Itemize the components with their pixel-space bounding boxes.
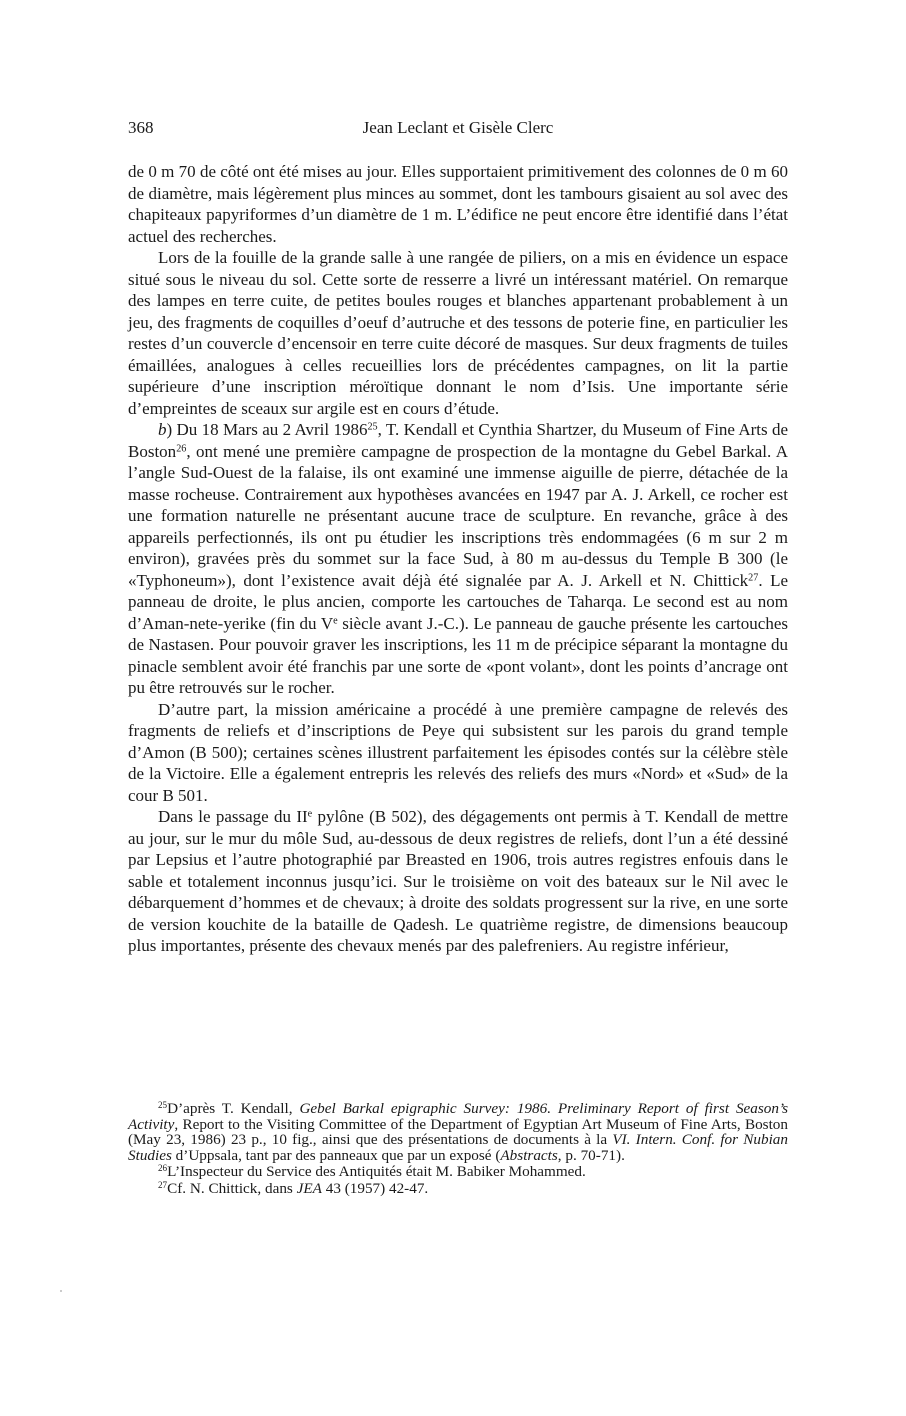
footnote-number: 27 <box>158 1179 168 1190</box>
footnote-number: 25 <box>158 1099 168 1110</box>
body-paragraph: Dans le passage du IIe pylône (B 502), des dégagements ont permis à T. Kendall de mettre au jour, sur le mur du môle Sud, au-dessous de deux registres de reliefs, dont l’un a été dessiné par Lepsius et l’autre photographié par Breasted en 1906, trois autres registres enfouis dans le sable et totalement inconnus jusqu’ici. Sur le troisième on voit des bateaux sur le Nil avec le débarquement d’hommes et de chevaux; à droite des soldats progressent sur la rive, en une sorte de version kouchite de la bataille de Qadesh. Le quatrième registre, de dimensions beaucoup plus importantes, présente des chevaux menés par des palefreniers. Au registre inférieur, <box>128 807 788 955</box>
footnote-text: Cf. N. Chittick, dans JEA 43 (1957) 42-47. <box>167 1179 429 1197</box>
footnote-text: D’après T. Kendall, Gebel Barkal epigraphic Survey: 1986. Preliminary Report of first Season’s Activity, Report to the Visiting Committee of the Department of Egyptian Art Museum of Fine Arts, Boston (May 23, 1986) 23 p., 10 fig., ainsi que des présentations de documents à la VI. Intern. Conf. for Nubian Studies d’Uppsala, tant par des panneaux que par un exposé (Abstracts, p. 70-71). <box>128 1100 788 1164</box>
running-title: Jean Leclant et Gisèle Clerc <box>362 118 554 137</box>
body-paragraph: b) Du 18 Mars au 2 Avril 1986$^{25}$, T. Kendall et Cynthia Shartzer, du Museum of Fine Arts de Boston$^{26}$, ont mené une première campagne de prospection de la montagne du Gebel Barkal. A l’angle Sud-Ouest de la falaise, ils ont examiné une immense aiguille de pierre, détachée de la masse rocheuse. Contrairement aux hypothèses avancées en 1947 par A. J. Arkell, ce rocher est une formation naturelle ne présentant aucune trace de sculpture. En revanche, grâce à des appareils perfectionnés, ils ont pu étudier les inscriptions très endommagées (6 m sur 2 m environ), gravées près du sommet sur la face Sud, à 80 m au-dessus du Temple B 300 (le «Typhoneum»), dont l’existence avait déjà été signalée par A. J. Arkell et N. Chittick$^{27}$. Le panneau de droite, le plus ancien, comporte les cartouches de Taharqa. Le second est au nom d’Aman-nete-yerike (fin du Ve siècle avant J.-C.). Le panneau de gauche présente les cartouches de Nastasen. Pour pouvoir graver les inscriptions, les 11 m de précipice séparant la montagne du pinacle semblent avoir été franchis par une sorte de «pont volant», dont les points d’ancrage ont pu être retrouvés sur le rocher. <box>128 420 789 697</box>
body-paragraph: de 0 m 70 de côté ont été mises au jour. Elles supportaient primitivement des colonnes de 0 m 60 de diamètre, mais légèrement plus minces au sommet, dont les tambours gisaient au sol avec des chapiteaux papyriformes d’un diamètre de 1 m. L’édifice ne peut encore être identifié dans l’état actuel des recherches. <box>128 162 788 246</box>
footnote <box>128 1181 788 1197</box>
footnote-number: 26 <box>158 1162 168 1173</box>
footnote <box>128 1101 788 1163</box>
page-number: 368 <box>128 118 154 137</box>
scan-speck <box>60 1290 62 1292</box>
body-paragraph: D’autre part, la mission américaine a procédé à une première campagne de relevés des fragments de reliefs et d’inscriptions de Peye qui subsistent sur les parois du grand temple d’Amon (B 500); certaines scènes illustrent parfaitement les épisodes contés sur la célèbre stèle de la Victoire. Elle a également entrepris les relevés des reliefs des murs «Nord» et «Sud» de la cour B 501. <box>128 699 788 805</box>
footnotes <box>128 1101 788 1197</box>
footnote-text: L’Inspecteur du Service des Antiquités était M. Babiker Mohammed. <box>167 1163 586 1180</box>
page-header <box>128 118 788 142</box>
body-text <box>128 161 788 957</box>
footnote <box>128 1164 788 1180</box>
body-paragraph: Lors de la fouille de la grande salle à une rangée de piliers, on a mis en évidence un espace situé sous le niveau du sol. Cette sorte de resserre a livré un intéressant matériel. On remarque des lampes en terre cuite, de petites boules rouges et blanches appartenant probablement à un jeu, des fragments de coquilles d’oeuf d’autruche et des tessons de poterie fine, en particulier les restes d’un couvercle d’encensoir en terre cuite décoré de masques. Sur deux fragments de tuiles émaillées, analogues à celles recueillies lors de précédentes campagnes, on lit la partie supérieure d’une inscription méroïtique donnant le nom d’Isis. Une importante série d’empreintes de sceaux sur argile est en cours d’étude. <box>128 248 788 418</box>
